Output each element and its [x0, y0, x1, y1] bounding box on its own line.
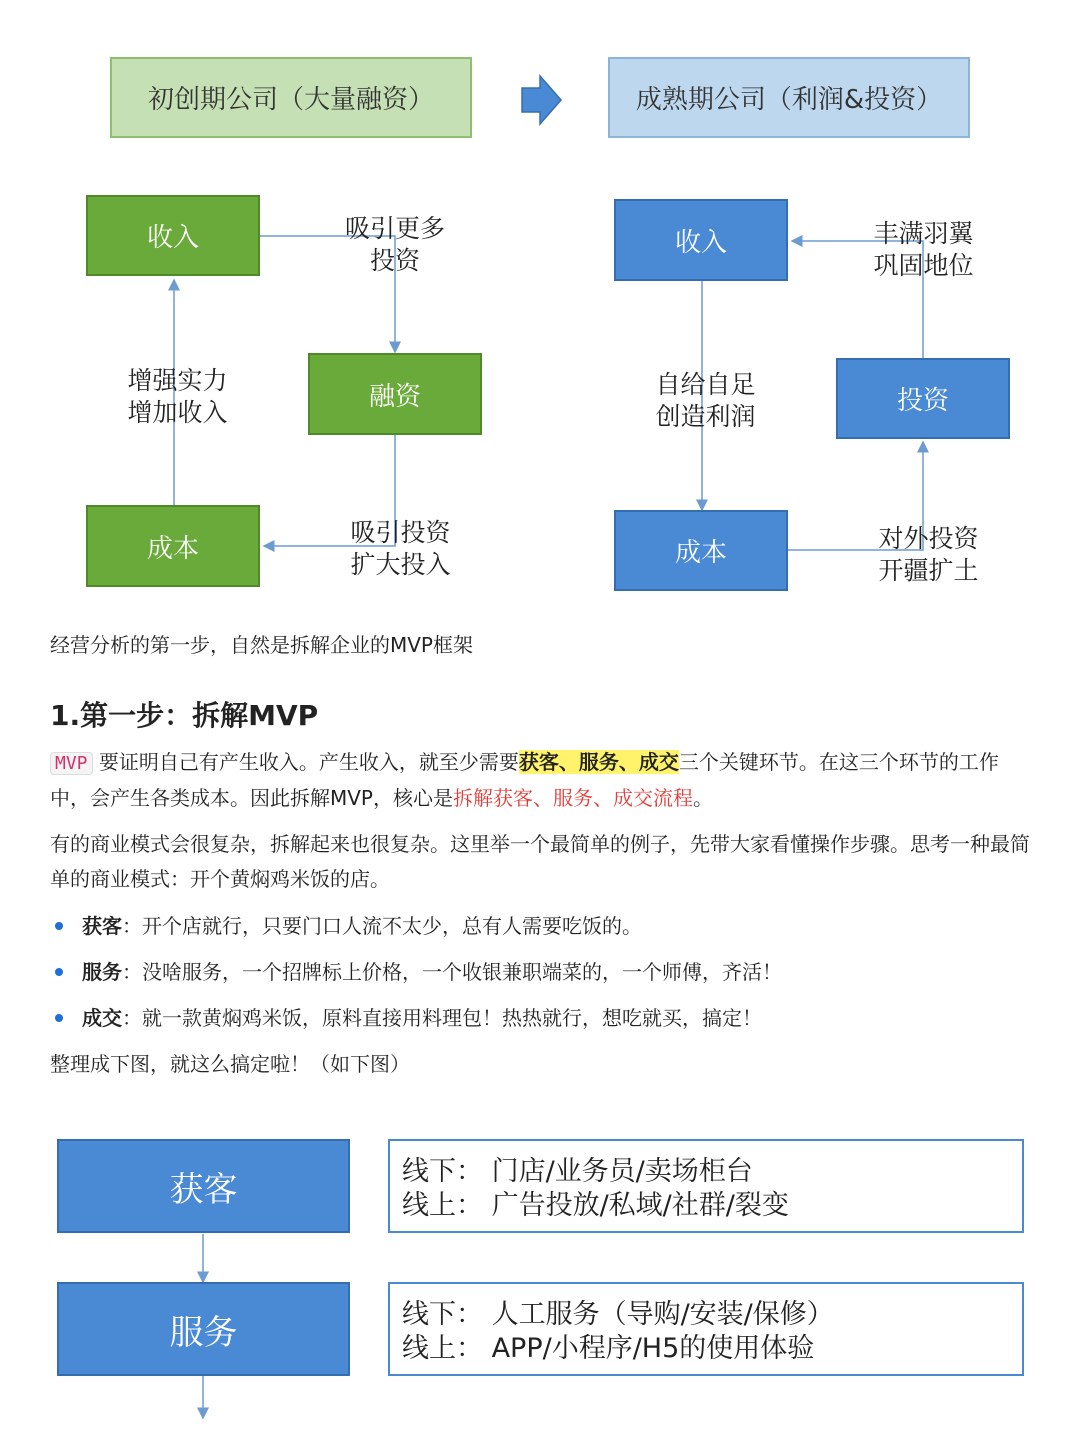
startup-label-top-line2: 投资 — [369, 246, 420, 275]
step-acquisition-label: 获客 — [169, 1169, 238, 1210]
para1-red-text: 拆解获客、服务、成交流程 — [453, 786, 693, 810]
intro-text: 经营分析的第一步，自然是拆解企业的MVP框架 — [50, 633, 473, 657]
step-service-box — [57, 1282, 350, 1376]
startup-header — [110, 57, 472, 138]
mature-header-text: 成熟期公司（利润&投资） — [635, 85, 943, 115]
bullet-label: 服务 — [82, 960, 122, 984]
acquisition-offline-line: 线下： 门店/业务员/卖场柜台 — [402, 1156, 753, 1187]
mature-cost-box — [614, 510, 788, 591]
para1-highlight: 获客、服务、成交 — [518, 750, 679, 774]
list-item — [82, 1003, 782, 1049]
mature-label-left — [628, 369, 783, 433]
startup-label-left-line1: 增强实力 — [127, 366, 228, 395]
summary-text: 整理成下图，就这么搞定啦！（如下图） — [50, 1052, 410, 1076]
mature-label-top — [846, 218, 1001, 282]
startup-cost-label: 成本 — [146, 533, 199, 564]
bullet-label: 成交 — [82, 1006, 122, 1030]
para1-text3: 。 — [693, 786, 713, 810]
section-heading: 1.第一步：拆解MVP — [50, 699, 319, 732]
mature-investment-box — [836, 358, 1010, 439]
startup-financing-box — [308, 353, 482, 435]
mature-investment-label: 投资 — [896, 386, 949, 416]
bullet-dot-icon — [55, 968, 63, 976]
bullet-dot-icon — [55, 922, 63, 930]
service-offline-line: 线下： 人工服务（导购/安装/保修） — [402, 1299, 834, 1330]
bullet-label: 获客 — [82, 914, 122, 938]
mvp-code-tag: MVP — [50, 752, 93, 775]
startup-label-bottom-line1: 吸引投资 — [350, 518, 451, 547]
step-service-label: 服务 — [169, 1312, 238, 1353]
para1-text2: 三个关键环节。在这三个环节的工作中，会产生各类成本。因此拆解MVP，核心是 — [50, 750, 999, 810]
startup-label-left-line2: 增加收入 — [127, 398, 228, 427]
startup-header-text: 初创期公司（大量融资） — [147, 85, 434, 115]
startup-label-top-line1: 吸引更多 — [344, 214, 445, 243]
startup-revenue-box — [86, 195, 260, 276]
mature-label-left-line1: 自给自足 — [655, 370, 756, 399]
mature-header — [608, 57, 970, 138]
startup-label-top — [320, 213, 470, 277]
list-item — [82, 957, 782, 1003]
mature-revenue-label: 收入 — [674, 227, 727, 258]
mature-label-bottom-line2: 开疆扩土 — [878, 556, 979, 585]
startup-label-bottom-line2: 扩大投入 — [350, 550, 451, 579]
mature-label-top-line1: 丰满羽翼 — [873, 219, 974, 248]
startup-label-bottom — [323, 517, 478, 581]
bullet-dot-icon — [55, 1014, 63, 1022]
mature-revenue-box — [614, 199, 788, 281]
mature-label-bottom — [851, 523, 1006, 587]
acquisition-detail-box — [388, 1139, 1024, 1233]
step-acquisition-box — [57, 1139, 350, 1233]
startup-financing-label: 融资 — [368, 381, 421, 412]
service-online-line: 线上： APP/小程序/H5的使用体验 — [402, 1333, 815, 1364]
mature-cost-label: 成本 — [674, 538, 727, 568]
mature-label-bottom-line1: 对外投资 — [878, 524, 979, 553]
bullet-list — [82, 911, 782, 1049]
mature-label-top-line2: 巩固地位 — [873, 251, 974, 280]
list-item — [82, 911, 782, 957]
header-arrow-icon — [522, 76, 561, 124]
acquisition-online-line: 线上： 广告投放/私域/社群/裂变 — [402, 1190, 789, 1221]
startup-cost-box — [86, 505, 260, 587]
paragraph-example: 有的商业模式会很复杂，拆解起来也很复杂。这里举一个最简单的例子，先带大家看懂操作步骤。思考一种最简单的商业模式：开个黄焖鸡米饭的店。 — [50, 832, 1030, 891]
startup-revenue-label: 收入 — [146, 223, 199, 253]
para1-text1: 要证明自己有产生收入。产生收入，就至少需要 — [98, 750, 519, 774]
bullet-text: ：开个店就行，只要门口人流不太少，总有人需要吃饭的。 — [122, 914, 642, 938]
bullet-text: ：没啥服务，一个招牌标上价格，一个收银兼职端菜的，一个师傅，齐活！ — [122, 960, 782, 984]
bullet-text: ：就一款黄焖鸡米饭，原料直接用料理包！热热就行，想吃就买，搞定！ — [122, 1006, 762, 1030]
startup-label-left — [100, 365, 255, 429]
paragraph-mvp — [50, 745, 1035, 816]
mature-label-left-line2: 创造利润 — [655, 402, 756, 431]
service-detail-box — [388, 1282, 1024, 1376]
